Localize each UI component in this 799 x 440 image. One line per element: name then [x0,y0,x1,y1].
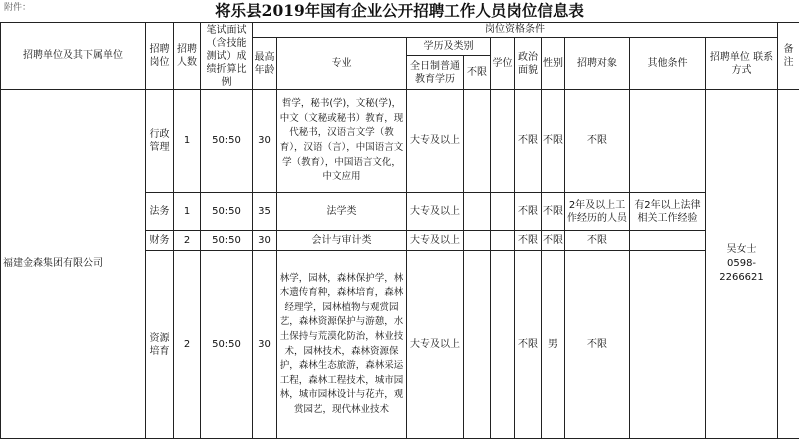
row-num: 1 [174,90,201,193]
row-ratio: 50:50 [201,231,253,251]
row-edu: 大专及以上 [407,193,464,231]
header-gender: 性别 [542,38,565,90]
header-ratio: 笔试面试（含技能测试）成绩折算比例 [201,23,253,90]
header-target: 招聘对象 [565,38,630,90]
contact-name: 吴女士 [726,244,757,255]
row-politics: 不限 [515,193,542,231]
row-politics: 不限 [515,90,542,193]
row-post: 财务 [146,231,174,251]
header-other: 其他条件 [630,38,706,90]
header-qualifications: 岗位资格条件 [253,23,778,38]
row-num: 1 [174,193,201,231]
row-age: 30 [253,231,277,251]
row-major: 哲学，秘书(学)，文秘(学)，中文（文秘或秘书）教育，现代秘书，汉语言文学（教育），汉语（言），中国语言文学（教育），中国语言文化，中文应用 [277,90,407,193]
header-unit: 招聘单位及其下属单位 [1,23,146,90]
row-degree [491,251,515,439]
header-edu-unlimited: 不限 [464,56,491,90]
row-age: 30 [253,251,277,439]
row-target: 不限 [565,90,630,193]
remark-cell [778,90,799,439]
header-contact: 招聘单位 联系方式 [706,38,778,90]
header-age: 最高年龄 [253,38,277,90]
row-other [630,231,706,251]
row-degree [491,90,515,193]
appendix-label: 附件： [4,3,32,13]
row-degree [491,231,515,251]
row-gender: 男 [542,251,565,439]
row-ratio: 50:50 [201,251,253,439]
row-other [630,90,706,193]
header-degree: 学位 [491,38,515,90]
row-edu-unlimited [464,90,491,193]
contact-phone: 0598-2266621 [719,258,764,283]
row-major: 会计与审计类 [277,231,407,251]
company-name: 福建金森集团有限公司 [1,90,146,439]
row-target: 2年及以上工作经历的人员 [565,193,630,231]
row-ratio: 50:50 [201,193,253,231]
row-edu-unlimited [464,193,491,231]
header-num: 招聘人数 [174,23,201,90]
row-post: 行政管理 [146,90,174,193]
row-major: 法学类 [277,193,407,231]
row-gender: 不限 [542,90,565,193]
row-age: 35 [253,193,277,231]
row-edu: 大专及以上 [407,90,464,193]
row-other: 有2年以上法律相关工作经验 [630,193,706,231]
row-edu-unlimited [464,231,491,251]
row-other [630,251,706,439]
row-gender: 不限 [542,231,565,251]
row-major: 林学，园林，森林保护学，林木遗传育种，森林培育，森林经理学，园林植物与观赏园艺，森林资源保护与游憩，水土保持与荒漠化防治，林业技术，园林技术，森林资源保护，森林生态旅游，森林采运工程，森林工程技术，城市园林，城市园林设计与花卉，观赏园艺，现代林业技术 [277,251,407,439]
row-politics: 不限 [515,231,542,251]
row-num: 2 [174,231,201,251]
row-edu-unlimited [464,251,491,439]
header-major: 专业 [277,38,407,90]
page-title: 将乐县2019年国有企业公开招聘工作人员岗位信息表 [215,1,584,20]
row-edu: 大专及以上 [407,251,464,439]
row-degree [491,193,515,231]
row-target: 不限 [565,251,630,439]
row-age: 30 [253,90,277,193]
header-politics: 政治面貌 [515,38,542,90]
row-num: 2 [174,251,201,439]
job-info-table [0,22,799,439]
row-post: 资源培育 [146,251,174,439]
header-education: 学历及类别 [407,38,491,56]
row-politics: 不限 [515,251,542,439]
header-remark: 备注 [778,23,799,90]
contact-cell [706,90,778,439]
header-edu-fulltime: 全日制普通教育学历 [407,56,464,90]
header-post: 招聘岗位 [146,23,174,90]
row-edu: 大专及以上 [407,231,464,251]
row-post: 法务 [146,193,174,231]
row-ratio: 50:50 [201,90,253,193]
row-gender: 不限 [542,193,565,231]
row-target: 不限 [565,231,630,251]
